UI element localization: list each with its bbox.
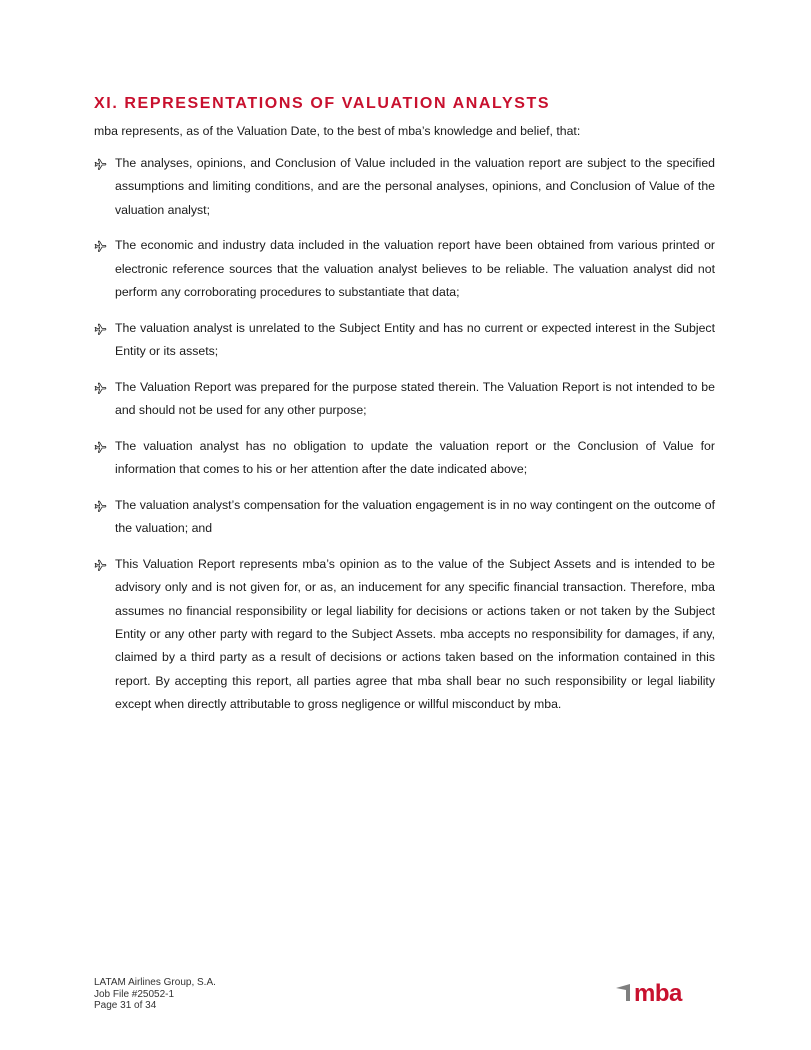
airplane-icon bbox=[94, 382, 107, 395]
section-heading: XI. REPRESENTATIONS OF VALUATION ANALYSTS bbox=[94, 95, 551, 112]
list-item-text: The valuation analyst has no obligation to update the valuation report or the Conclusion of Value for information that comes to his or her attention after the date indicated above; bbox=[115, 438, 715, 477]
list-item bbox=[94, 234, 715, 304]
airplane-icon bbox=[94, 240, 107, 253]
airplane-icon bbox=[94, 559, 107, 572]
list-item bbox=[94, 376, 715, 423]
list-item bbox=[94, 494, 715, 541]
mba-logo bbox=[612, 980, 707, 1006]
list-item bbox=[94, 317, 715, 364]
list-item bbox=[94, 152, 715, 222]
list-item-text: This Valuation Report represents mba’s opinion as to the value of the Subject Assets and is intended to be advisory only and is not given for, or as, an inducement for any specific financial transaction. Therefore, mba assumes no financial responsibility or legal liability for decisions or actions taken or not taken by the Subject Entity or any other party with regard to the Subject Assets. mba accepts no responsibility for damages, if any, claimed by a third party as a result of decisions or actions taken based on the information contained in this report. By accepting this report, all parties agree that mba shall bear no such responsibility or legal liability except when directly attributable to gross negligence or willful misconduct by mba. bbox=[115, 557, 715, 711]
list-item-text: The valuation analyst’s compensation for the valuation engagement is in no way contingent on the outcome of the valuation; and bbox=[115, 498, 715, 536]
airplane-icon bbox=[94, 500, 107, 513]
page-footer bbox=[94, 977, 216, 1012]
airplane-icon bbox=[94, 158, 107, 171]
airplane-icon bbox=[94, 441, 107, 454]
footer-company: LATAM Airlines Group, S.A. bbox=[94, 977, 216, 988]
footer-job-file: Job File #25052-1 bbox=[94, 988, 175, 1000]
airplane-icon bbox=[94, 323, 107, 336]
logo-text: mba bbox=[634, 980, 682, 1006]
list-item bbox=[94, 553, 715, 716]
list-item-text: The valuation analyst is unrelated to the Subject Entity and has no current or expected interest in the Subject Entity or its assets; bbox=[115, 320, 715, 359]
representations-list bbox=[94, 152, 715, 729]
footer-page-number: Page 31 of 34 bbox=[94, 1000, 157, 1011]
list-item-text: The economic and industry data included in the valuation report have been obtained from various printed or electronic reference sources that the valuation analyst believes to be reliable. The valuation analyst did not perform any corroborating procedures to substantiate that data; bbox=[115, 238, 715, 299]
list-item-text: The analyses, opinions, and Conclusion of Value included in the valuation report are subject to the specified assumptions and limiting conditions, and are the personal analyses, opinions, and Conclusion of Value of the valuation analyst; bbox=[115, 156, 715, 217]
list-item-text: The Valuation Report was prepared for the purpose stated therein. The Valuation Report is not intended to be and should not be used for any other purpose; bbox=[115, 379, 715, 418]
logo-mark-icon bbox=[616, 984, 630, 1001]
list-item bbox=[94, 435, 715, 482]
intro-paragraph: mba represents, as of the Valuation Date, to the best of mba’s knowledge and belief, that: bbox=[94, 124, 581, 138]
